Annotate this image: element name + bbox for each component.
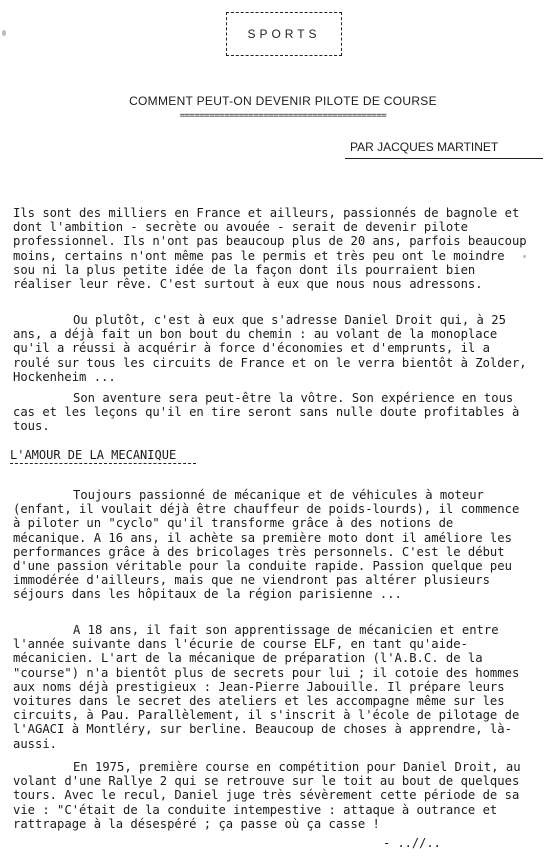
paragraph-droit: Ou plutôt, c'est à eux que s'adresse Daniel Droit qui, à 25 ans, a déjà fait un bon bout du chemin : au volant de la monoplace qu'il a réussi à acquérir à force d'économies et d'emprunts, il a roulé sur tous les circuits de France et on le verra bientôt à Zolder, Hockenheim ... (13, 313, 527, 384)
paragraph-1975: En 1975, première course en compétition pour Daniel Droit, au volant d'une Rallye 2 qui se retrouve sur le toit au bout de quelques tours. Avec le recul, Daniel juge très sévèrement cette période de sa vie : "C'était de la conduite intempestive : attaque à outrance et rattrapage à la désespéré ; ça passe où ça casse ! (13, 760, 521, 831)
scan-speck (2, 30, 6, 36)
section-label-box (226, 12, 342, 56)
section-heading-rule (10, 463, 196, 464)
title-underline: ========================================== (179, 111, 387, 121)
paragraph-apprentissage: A 18 ans, il fait son apprentissage de mécanicien et entre l'année suivante dans l'écurie de course ELF, en tant qu'aide-mécanicien. L'art de la mécanique de préparation (l'A.B.C. de la "course") n'a bientôt plus de secrets pour lui ; il cotoie des hommes aux noms déjà prestigieux : Jean-Pierre Jabouille. Il prépare leurs voitures dans le secret des ateliers et les accompagne même sur les circuits, à Pau. Parallèlement, il s'inscrit à l'école de pilotage de l'AGACI à Montléry, sur berline. Beaucoup de choses à apprendre, là-aussi. (13, 623, 520, 751)
paragraph-aventure: Son aventure sera peut-être la vôtre. Son expérience en tous cas et les leçons qu'il en tire seront sans nulle doute profitables à tous. (13, 391, 520, 434)
article-title: COMMENT PEUT-ON DEVENIR PILOTE DE COURSE (129, 94, 437, 108)
paragraph-intro: Ils sont des milliers en France et ailleurs, passionnés de bagnole et dont l'ambition - secrète ou avouée - serait de devenir pilote professionnel. Ils n'ont pas beaucoup plus de 20 ans, parfois beaucoup moins, certains n'ont même pas le permis et très peu ont le moindre sou ni la plus petite idée de la façon dont ils pourraient bien réaliser leur rêve. C'est surtout à eux que nous nous adressons. (13, 206, 527, 292)
byline: PAR JACQUES MARTINET (350, 140, 499, 154)
byline-rule (345, 158, 543, 159)
paragraph-passion: Toujours passionné de mécanique et de véhicules à moteur (enfant, il voulait déjà être chauffeur de poids-lourds), il commence à piloter un "cyclo" qu'il transforme grâce à des notions de mécanique. A 16 ans, il achète sa première moto dont il améliore les performances grâce à des bricolages très personnels. C'est le début d'une passion véritable pour la conduite rapide. Passion quelque peu immodérée d'ailleurs, mais que ne viendront pas altérer plusieurs séjours dans les hôpitaux de la région parisienne ... (13, 488, 520, 602)
section-heading: L'AMOUR DE LA MECANIQUE (10, 448, 177, 462)
continuation-mark: - ..//.. (383, 836, 441, 850)
section-label: SPORTS (247, 27, 321, 41)
